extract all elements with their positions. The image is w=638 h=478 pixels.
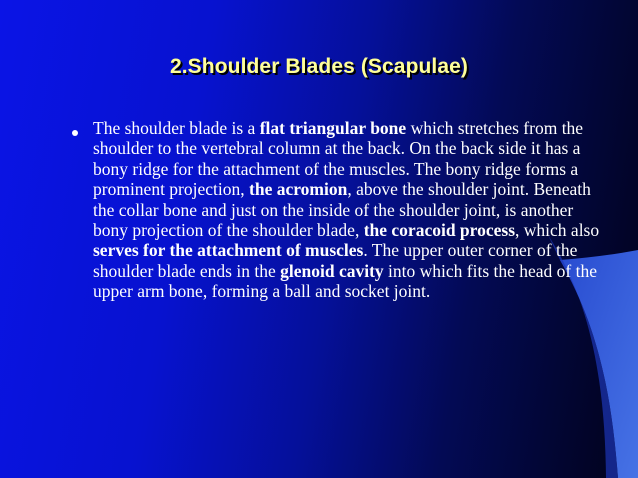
bold-term: the acromion bbox=[249, 179, 348, 200]
text-run: . The upper outer corner of the shoulder blade ends in the bbox=[93, 240, 578, 281]
bold-term: serves for the attachment of muscles bbox=[93, 240, 364, 261]
text-run: , which also bbox=[515, 220, 600, 241]
slide-title: 2.Shoulder Blades (Scapulae) bbox=[169, 55, 469, 78]
text-run: which stretches from the shoulder to the vertebral column at the back. On the back side it has a bony ridge for the attachment of the muscles. The bony ridge forms a prominent projection, bbox=[93, 118, 584, 200]
bold-term: flat triangular bone bbox=[259, 118, 407, 138]
text-run: , above the shoulder joint. Beneath the collar bone and just on the inside of the shoulder joint, is another bony projection of the shoulder blade, bbox=[93, 179, 591, 241]
text-run: The shoulder blade is a bbox=[93, 118, 260, 138]
bold-term: the coracoid process bbox=[363, 220, 516, 241]
bullet-dot-icon bbox=[72, 130, 78, 136]
bold-term: glenoid cavity bbox=[280, 260, 384, 281]
bullet-paragraph bbox=[93, 118, 603, 302]
text-run: into which fits the head of the upper arm bone, forming a ball and socket joint. bbox=[93, 260, 598, 302]
